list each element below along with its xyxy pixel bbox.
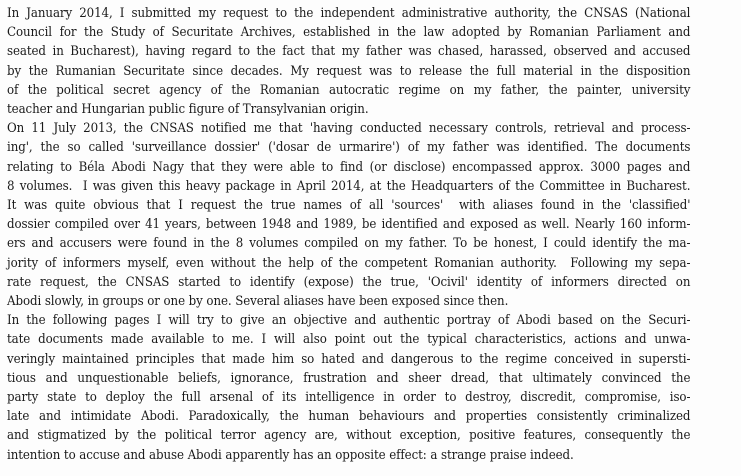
text-line: by the Rumanian Securitate since decades. My request was to release the full material in the disposition: [7, 62, 691, 78]
text-line: dossier compiled over 41 years, between 1948 and 1989, be identified and exposed as well. Nearly 160 inform-: [7, 216, 691, 232]
text-line: of the political secret agency of the Romanian autocratic regime on my father, the painter, university: [7, 81, 691, 97]
text-line: 8 volumes. I was given this heavy package in April 2014, at the Headquarters of the Committee in Bucharest.: [7, 177, 691, 193]
text-line: late and intimidate Abodi. Paradoxically, the human behaviours and properties consistently criminalized: [7, 408, 691, 424]
text-line: tate documents made available to me. I will also point out the typical characteristics, actions and unwa-: [7, 331, 691, 347]
text-line: On 11 July 2013, the CNSAS notified me that 'having conducted necessary controls, retrieval and process-: [7, 120, 691, 136]
text-line: ers and accusers were found in the 8 volumes compiled on my father. To be honest, I could identify the ma-: [7, 235, 691, 251]
text-line: Abodi slowly, in groups or one by one. Several aliases have been exposed since then.: [7, 293, 509, 308]
text-line: teacher and Hungarian public figure of Transylvanian origin.: [7, 101, 369, 116]
text-line: Council for the Study of Securitate Archives, established in the law adopted by Romanian Parliament and: [7, 24, 691, 40]
text-line: In the following pages I will try to give an objective and authentic portray of Abodi based on the Securi-: [7, 312, 691, 328]
text-line: party state to deploy the full arsenal of its intelligence in order to destroy, discredit, compromise, iso-: [7, 389, 691, 404]
text-line: seated in Bucharest), having regard to the fact that my father was chased, harassed, observed and accused: [7, 43, 691, 59]
text-line: relating to Béla Abodi Nagy that they were able to find (or disclose) encompassed approx. 3000 pages and: [7, 158, 691, 174]
text-line: veringly maintained principles that made him so hated and dangerous to the regime conceived in supersti-: [7, 350, 691, 366]
text-line: It was quite obvious that I request the true names of all 'sources' with aliases found in the 'classified': [7, 197, 691, 212]
text-line: and stigmatized by the political terror agency are, without exception, positive features, consequently the: [7, 427, 691, 443]
text-line: jority of informers myself, even without the help of the competent Romanian authority. Following my sepa-: [7, 254, 691, 270]
text-line: rate request, the CNSAS started to identify (expose) the true, 'Ocivil' identity of informers directed on: [7, 273, 691, 289]
text-line: intention to accuse and abuse Abodi apparently has an opposite effect: a strange praise indeed.: [7, 446, 574, 462]
text-line: tious and unquestionable beliefs, ignorance, frustration and sheer dread, that ultimately convinced the: [7, 369, 691, 385]
text-line: In January 2014, I submitted my request to the independent administrative authority, the CNSAS (National: [7, 5, 691, 20]
text-line: ing', the so called 'surveillance dossier' ('dosar de urmarire') of my father was identified. The documents: [7, 139, 691, 155]
